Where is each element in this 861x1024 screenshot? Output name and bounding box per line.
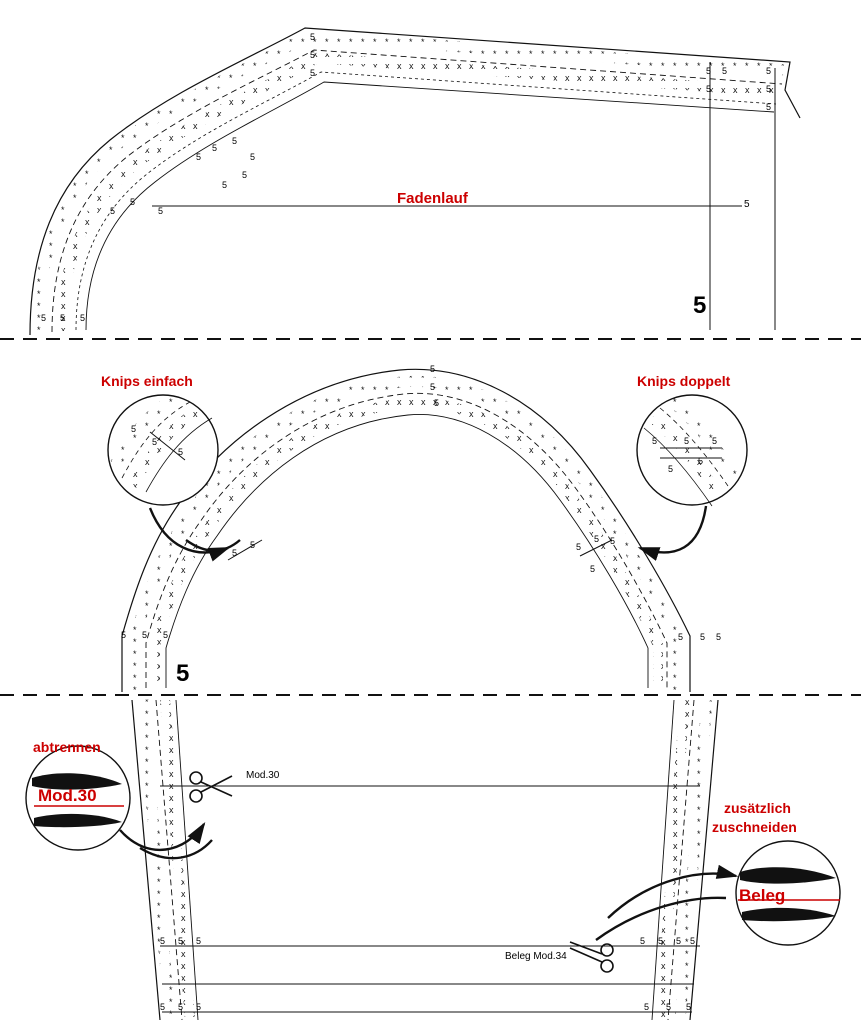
module-30-callout-label: Mod.30 bbox=[38, 786, 97, 805]
svg-text:5: 5 bbox=[722, 66, 728, 76]
svg-text:5: 5 bbox=[178, 1002, 184, 1012]
svg-text:5: 5 bbox=[610, 536, 616, 546]
double-notch-label: Knips doppelt bbox=[637, 373, 731, 389]
svg-text:5: 5 bbox=[232, 136, 238, 146]
size-marker-top: 5 bbox=[693, 292, 707, 319]
svg-text:5: 5 bbox=[706, 84, 712, 94]
svg-text:5: 5 bbox=[80, 313, 86, 323]
detach-label: abtrennen bbox=[33, 739, 101, 755]
scissors-icon-top bbox=[190, 772, 232, 802]
svg-text:5: 5 bbox=[131, 424, 137, 434]
svg-text:5: 5 bbox=[222, 180, 228, 190]
svg-text:5: 5 bbox=[766, 66, 772, 76]
svg-text:5: 5 bbox=[160, 1002, 166, 1012]
svg-text:5: 5 bbox=[594, 534, 600, 544]
svg-text:5: 5 bbox=[196, 1002, 202, 1012]
svg-text:5: 5 bbox=[712, 436, 718, 446]
svg-text:5: 5 bbox=[242, 170, 248, 180]
svg-text:5: 5 bbox=[130, 197, 136, 207]
svg-text:5: 5 bbox=[152, 437, 158, 447]
svg-text:5: 5 bbox=[60, 313, 66, 323]
svg-text:5: 5 bbox=[434, 398, 440, 408]
svg-text:5: 5 bbox=[590, 564, 596, 574]
svg-text:5: 5 bbox=[652, 436, 658, 446]
facing-module-34-label: Beleg Mod.34 bbox=[505, 951, 567, 962]
svg-text:5: 5 bbox=[666, 1002, 672, 1012]
svg-text:5: 5 bbox=[766, 84, 772, 94]
svg-text:5: 5 bbox=[430, 382, 436, 392]
svg-text:5: 5 bbox=[706, 66, 712, 76]
svg-text:5: 5 bbox=[640, 936, 646, 946]
svg-text:5: 5 bbox=[41, 313, 47, 323]
svg-text:5: 5 bbox=[766, 102, 772, 112]
svg-text:5: 5 bbox=[676, 936, 682, 946]
additional-cut-label-line1: zusätzlich bbox=[724, 800, 791, 816]
svg-text:5: 5 bbox=[668, 464, 674, 474]
svg-text:5: 5 bbox=[686, 1002, 692, 1012]
panel-middle-geometry bbox=[108, 364, 747, 692]
svg-text:5: 5 bbox=[310, 32, 316, 42]
svg-text:5: 5 bbox=[576, 542, 582, 552]
svg-text:5: 5 bbox=[310, 50, 316, 60]
svg-text:5: 5 bbox=[232, 548, 238, 558]
svg-text:5: 5 bbox=[196, 936, 202, 946]
additional-cut-label-line2: zuschneiden bbox=[712, 819, 797, 835]
panel-bottom-geometry bbox=[26, 700, 840, 1020]
svg-text:5: 5 bbox=[142, 630, 148, 640]
svg-text:5: 5 bbox=[250, 540, 256, 550]
grainline-end-number: 5 bbox=[744, 199, 750, 210]
svg-text:5: 5 bbox=[690, 936, 696, 946]
svg-text:5: 5 bbox=[430, 364, 436, 374]
svg-text:5: 5 bbox=[163, 630, 169, 640]
svg-text:5: 5 bbox=[110, 206, 116, 216]
svg-text:5: 5 bbox=[678, 632, 684, 642]
module-30-line-label: Mod.30 bbox=[246, 770, 280, 781]
size-marker-middle: 5 bbox=[176, 660, 190, 687]
svg-text:5: 5 bbox=[250, 152, 256, 162]
svg-text:5: 5 bbox=[178, 936, 184, 946]
svg-text:5: 5 bbox=[716, 632, 722, 642]
svg-text:5: 5 bbox=[158, 206, 164, 216]
svg-text:5: 5 bbox=[644, 1002, 650, 1012]
svg-text:5: 5 bbox=[700, 632, 706, 642]
svg-text:5: 5 bbox=[310, 68, 316, 78]
panel-top-geometry bbox=[30, 28, 800, 335]
single-notch-label: Knips einfach bbox=[101, 373, 193, 389]
facing-label: Beleg bbox=[739, 886, 786, 905]
svg-text:5: 5 bbox=[196, 152, 202, 162]
svg-text:5: 5 bbox=[160, 936, 166, 946]
svg-text:5: 5 bbox=[212, 143, 218, 153]
double-notch-callout bbox=[637, 395, 747, 505]
svg-text:5: 5 bbox=[698, 456, 704, 466]
svg-text:5: 5 bbox=[658, 936, 664, 946]
svg-text:5: 5 bbox=[121, 630, 127, 640]
svg-text:5: 5 bbox=[684, 436, 690, 446]
svg-text:5: 5 bbox=[178, 447, 184, 457]
grainline-label: Fadenlauf bbox=[397, 190, 468, 207]
